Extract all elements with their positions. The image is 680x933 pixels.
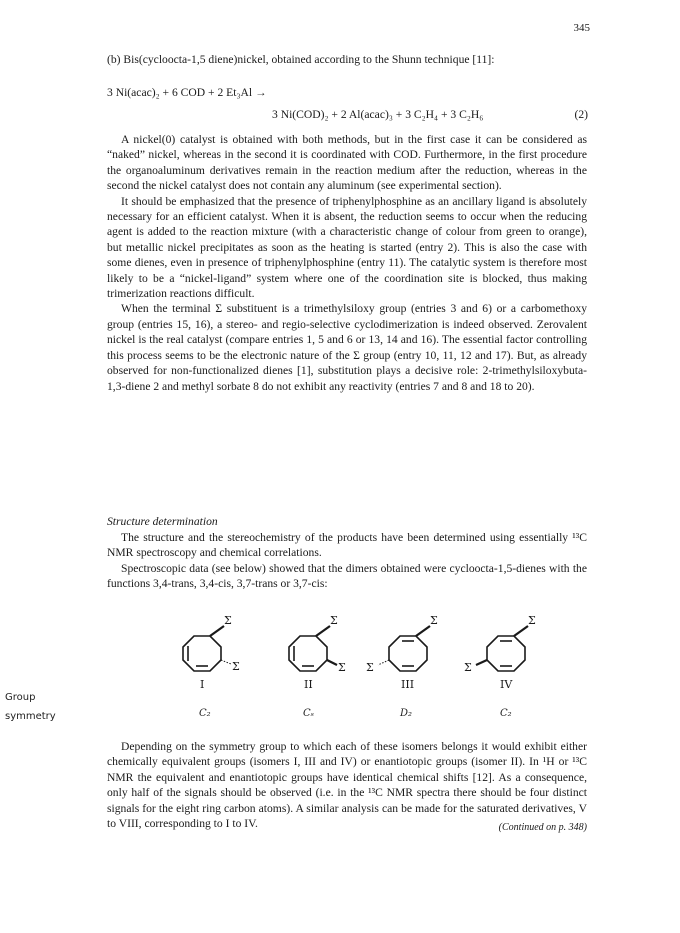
isomer-4-sigma-1: Σ — [528, 614, 536, 627]
symmetry-1: C₂ — [199, 708, 211, 719]
group-label: Group — [5, 692, 36, 703]
paragraph-3: When the terminal Σ substituent is a trimethylsiloxy group (entries 3 and 6) or a carbomethoxy group (entries 15, 16), a stereo- and regio-selective cyclodimerization is indeed observed. Zerovalent nickel is the real catalyst (compare entries 1, 5 and 6 or 13, 14 and 16). The essential factor controlling this process seems to be the electronic nature of the Σ group (entry 10, 11, 12 and 17). But, as already observed for non-functionalized dienes [1], substitution plays a decisive role: 2-trimethylsiloxybuta-1,3-diene 2 and methyl sorbate 8 do not exhibit any reactivity (entries 7 and 8 and 18 to 20). — [107, 302, 587, 393]
body-text-block-3 — [107, 739, 587, 831]
paragraph-1: A nickel(0) catalyst is obtained with both methods, but in the first case it can be considered as “naked” nickel, whereas in the second it is coordinated with COD. Furthermore, in the first procedure the organoaluminum derivatives remain in the reaction medium after the reduction, whereas in the second the nickel catalyst does not contain any aluminum (see experimental section). — [107, 133, 587, 193]
paragraph-5: Spectroscopic data (see below) showed that the dimers obtained were cycloocta-1,5-dienes with the functions 3,4-trans, 3,4-cis, 3,7-trans or 3,7-cis: — [107, 561, 587, 591]
paragraph-6: Depending on the symmetry group to which each of these isomers belongs it would exhibit either chemically equivalent groups (isomers I, III and IV) or enantiotopic groups (isomer II). In ¹H or ¹³C NMR the equivalent and enantiotopic groups have identical chemical shifts [12]. As a consequence, only half of the signals should be observed (i.e. in the ¹³C NMR spectra there should be four distinct signals for the eight ring carbon atoms). A similar analysis can be made for the saturated derivatives, V to VIII, corresponding to I to IV. — [107, 740, 587, 831]
isomer-1-sigma-2: Σ — [232, 660, 240, 673]
symmetry-2: Cₛ — [303, 708, 315, 719]
isomer-label-1: I — [200, 678, 205, 691]
paragraph-2: It should be emphasized that the presence of triphenylphosphine as an ancillary ligand is absolutely necessary for an efficient catalyst. When it is absent, the reduction seems to occur when the reducing agent is added to the reaction mixture (with a characteristic change of colour from green to orange), but metallic nickel precipitates as soon as the heating is started (entry 2). This is also the case with some dienes, even in presence of triphenylphosphine (entry 11). The catalytic system is therefore most likely to be a “nickel-ligand” system where one of the coordination site is blocked, thus making trimerization reactions difficult. — [107, 194, 587, 301]
equation-number: (2) — [574, 108, 588, 121]
symmetry-label: symmetry — [5, 711, 56, 722]
body-text-block-2 — [107, 530, 587, 592]
paragraph-b — [107, 52, 587, 67]
isomer-1-structure — [183, 614, 240, 673]
body-text-block-1 — [107, 132, 587, 394]
isomer-4-structure — [464, 614, 536, 674]
isomer-3-sigma-1: Σ — [430, 614, 438, 627]
isomer-label-4: IV — [500, 678, 513, 691]
isomer-1-sigma-1: Σ — [224, 614, 232, 627]
isomer-label-2: II — [304, 678, 313, 691]
equation-right-side — [272, 108, 588, 121]
isomer-structures-figure — [100, 600, 580, 700]
equation-products: 3 Ni(COD)₂ + 2 Al(acac)₃ + 3 C₂H₄ + 3 C₂H₆ — [272, 108, 484, 121]
isomer-3-sigma-2: Σ — [366, 661, 374, 674]
isomer-3-structure — [366, 614, 438, 674]
paragraph-b-text: (b) Bis(cycloocta-1,5 diene)nickel, obtained according to the Shunn technique [11]: — [107, 53, 495, 66]
isomer-2-sigma-2: Σ — [338, 661, 346, 674]
isomer-4-sigma-2: Σ — [464, 661, 472, 674]
isomer-2-sigma-1: Σ — [330, 614, 338, 627]
continued-note: (Continued on p. 348) — [498, 822, 587, 833]
symmetry-3: D₂ — [400, 708, 413, 719]
paragraph-4: The structure and the stereochemistry of the products have been determined using essentially ¹³C NMR spectroscopy and chemical correlations. — [107, 531, 587, 560]
symmetry-4: C₂ — [500, 708, 512, 719]
equation-left-side: 3 Ni(acac)₂ + 6 COD + 2 Et₃Al → — [107, 86, 267, 99]
symmetry-row — [5, 692, 605, 732]
isomer-label-3: III — [401, 678, 415, 691]
isomer-2-structure — [289, 614, 346, 674]
section-heading: Structure determination — [107, 515, 218, 528]
page-number: 345 — [573, 22, 590, 34]
